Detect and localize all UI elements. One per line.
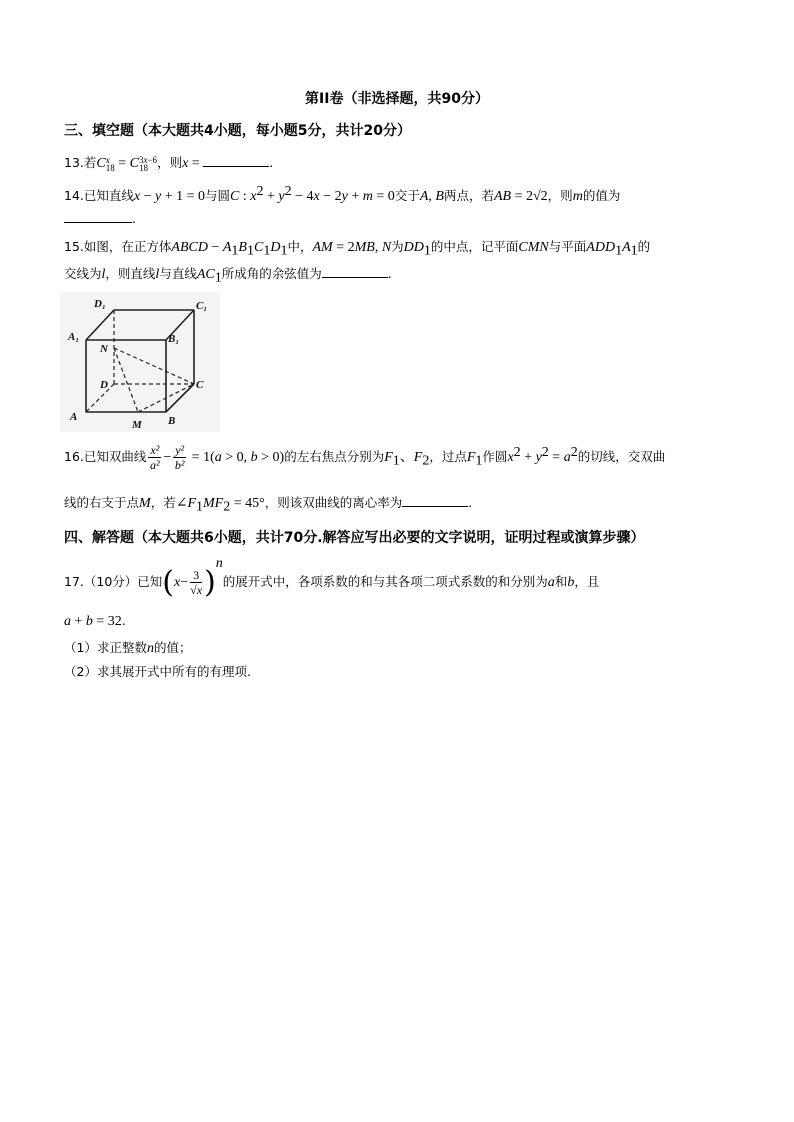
q16-answer-blank [402,494,468,507]
question-15: 15.如图，在正方体ABCD − $A_1B_1C_1D_1$中，AM = 2MB, N为$DD_1$的中点，记平面CMN与平面$ADD_1A_1$的 [64,239,651,259]
label-M: M [132,419,142,431]
question-17-condition: a + b = 32. [64,613,126,629]
label-B1: B₁ [168,333,180,345]
question-14-line2: . [64,210,136,226]
section-fill-blank-heading: 三、填空题（本大题共4小题，每小题5分，共计20分） [64,123,411,139]
q14-answer-blank [64,210,132,223]
question-14: 14.已知直线x − y + 1 = 0与圆C : $x^2 + y^2 - 4x - 2y + m = 0$交于A, B两点，若AB = 2√2，则m的值为 [64,184,621,205]
q15-answer-blank [322,265,388,278]
question-15-line2: 交线为l，则直线l与直线$AC_1$所成角的余弦值为 . [64,266,392,286]
cube-figure [60,292,220,432]
question-13: 13.若C x 18 = C 3x−6 18 ，则x = . [64,154,274,173]
label-A: A [70,411,78,423]
q13-answer-blank [203,154,269,167]
section-solution-heading: 四、解答题（本大题共6小题，共计70分.解答应写出必要的文字说明，证明过程或演算步骤） [64,530,645,546]
label-N: N [100,343,108,355]
question-17-part1: （1）求正整数n的值； [64,640,192,656]
question-17-part2: （2）求其展开式中所有的有理项. [64,664,251,679]
label-C1: C₁ [196,300,208,312]
q13-then: ，则 [157,155,183,170]
part-title: 第II卷（非选择题，共90分） [305,91,489,107]
label-A1: A₁ [68,331,80,343]
q13-prefix: 13.若 [64,155,97,170]
label-B: B [168,415,176,427]
label-D: D [100,379,108,391]
label-D1: D₁ [94,298,106,310]
question-17: 17.（10分）已知(x− $\frac{3}{√x}$ )$^n$的展开式中，各项系数的和与其各项二项式系数的和分别为a和b，且 [64,555,600,600]
label-C: C [196,379,204,391]
question-16-line2: 线的右支于点M，若$\angle F_1MF_2 = 45^\circ$，则该双曲线的离心率为 . [64,495,473,515]
question-16: 16.已知双曲线 $\frac{\text{x²}}{\text{a²}}$ − $\frac{\text{y²}}{\text{b²}}$ = 1(a > 0, b > 0)的左右焦点分别为$F_1$、$F_2$，过点$F_1$作圆$x^2 + y^2 = a^2$的切线，交双曲 [64,443,666,472]
